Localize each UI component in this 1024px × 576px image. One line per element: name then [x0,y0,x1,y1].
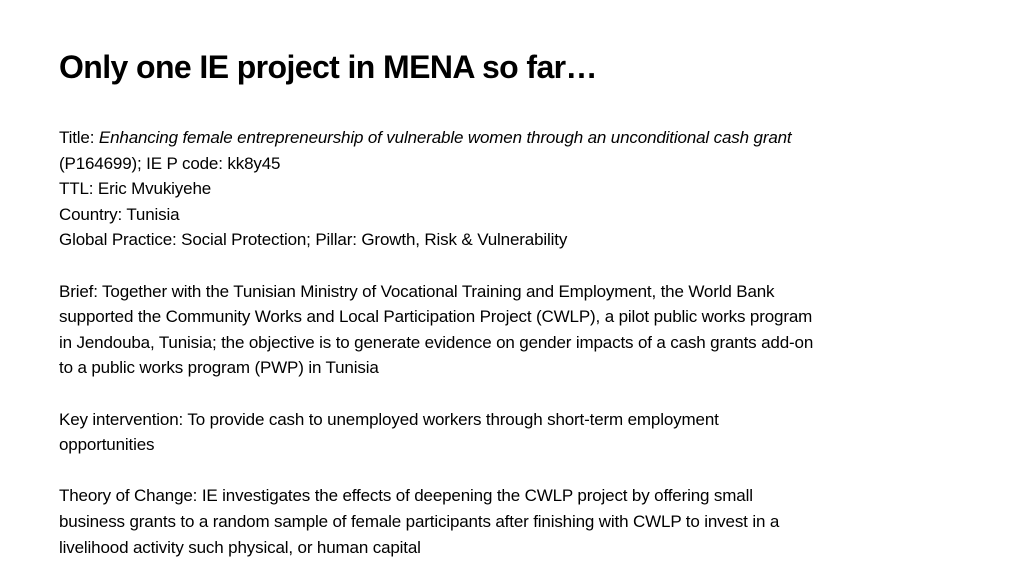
key-intervention-line: Key intervention: To provide cash to unemployed workers through short-term employment [59,409,719,429]
global-practice-line: Global Practice: Social Protection; Pillar: Growth, Risk & Vulnerability [59,230,568,250]
slide-title: Only one IE project in MENA so far… [59,49,597,85]
theory-of-change-line: Theory of Change: IE investigates the effects of deepening the CWLP project by offering small [59,486,753,506]
project-code-line: (P164699); IE P code: kk8y45 [59,153,281,173]
brief-line: in Jendouba, Tunisia; the objective is to generate evidence on gender impacts of a cash grants add-on [59,332,814,352]
ttl-line: TTL: Eric Mvukiyehe [59,179,212,199]
brief-line: to a public works program (PWP) in Tunisia [59,358,379,378]
theory-of-change-line: livelihood activity such physical, or human capital [59,537,421,557]
project-title-label: Title: [59,128,99,147]
paragraph-gap [59,458,959,484]
paragraph-gap [59,253,959,279]
brief-line: Brief: Together with the Tunisian Ministry of Vocational Training and Employment, the World Bank [59,281,775,301]
project-title-text: Enhancing female entrepreneurship of vulnerable women through an unconditional cash grant [98,128,792,147]
paragraph-gap [59,381,959,407]
theory-of-change-line: business grants to a random sample of female participants after finishing with CWLP to invest in a [59,511,780,531]
brief-line: supported the Community Works and Local Participation Project (CWLP), a pilot public works program [59,307,813,327]
key-intervention-line: opportunities [59,435,155,455]
country-line: Country: Tunisia [59,204,180,224]
slide-body [59,125,959,560]
project-title-line [59,125,959,151]
